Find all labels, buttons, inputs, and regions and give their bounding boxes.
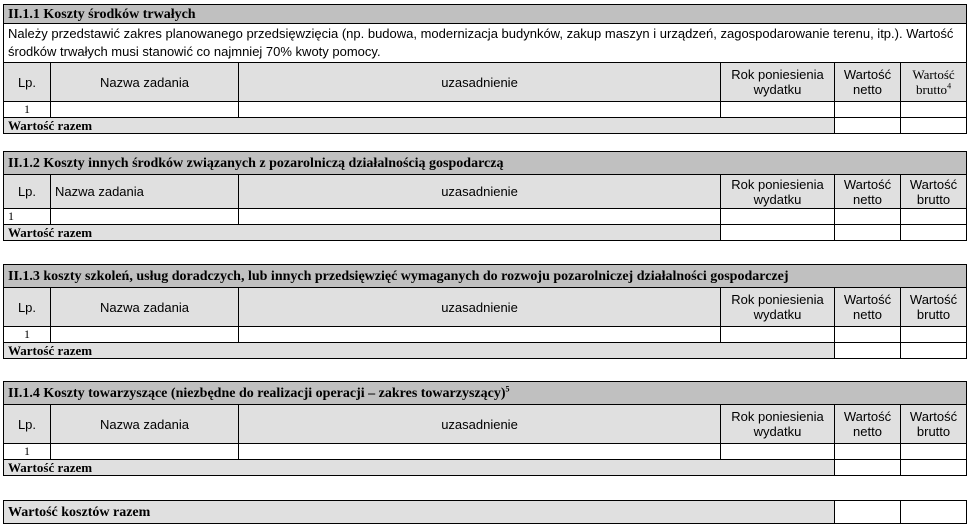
rok-cell[interactable] (721, 209, 835, 225)
sum-rok-cell[interactable] (721, 225, 835, 241)
uzasadnienie-cell[interactable] (239, 327, 721, 343)
column-header-nazwa: Nazwa zadania (51, 175, 239, 209)
column-header-uzasadnienie: uzasadnienie (239, 288, 721, 327)
row-lp: 1 (4, 327, 51, 343)
brutto-cell[interactable] (901, 327, 967, 343)
column-header-uzasadnienie: uzasadnienie (239, 63, 721, 102)
brutto-cell[interactable] (901, 444, 967, 460)
section-description: Należy przedstawić zakres planowanego przedsięwzięcia (np. budowa, modernizacja budynków, zakup maszyn i urządzeń, zagospodarowanie terenu, itp.). Wartość środków trwałych musi stanowić co najmniej 70% kwoty pomocy. (4, 24, 967, 63)
total-netto-cell[interactable] (835, 501, 901, 524)
brutto-label: Wartość brutto (912, 67, 955, 97)
sum-label: Wartość razem (4, 343, 835, 359)
uzasadnienie-cell[interactable] (239, 444, 721, 460)
section-title: II.1.1 Koszty środków trwałych (4, 5, 967, 24)
section-2-table (3, 151, 967, 241)
total-label: Wartość kosztów razem (4, 501, 835, 524)
column-header-brutto: Wartość brutto (901, 288, 967, 327)
row-lp: 1 (4, 102, 51, 118)
column-header-netto: Wartość netto (835, 63, 901, 102)
section-3-table (3, 264, 967, 359)
column-header-netto: Wartość netto (835, 288, 901, 327)
column-header-nazwa: Nazwa zadania (51, 405, 239, 444)
section-4-table (3, 381, 967, 476)
sum-netto-cell[interactable] (835, 460, 901, 476)
sum-label: Wartość razem (4, 225, 721, 241)
sum-label: Wartość razem (4, 460, 835, 476)
column-header-rok: Rok poniesienia wydatku (721, 288, 835, 327)
column-header-rok: Rok poniesienia wydatku (721, 405, 835, 444)
rok-cell[interactable] (721, 444, 835, 460)
column-header-brutto (901, 63, 967, 102)
column-header-lp: Lp. (4, 63, 51, 102)
brutto-cell[interactable] (901, 102, 967, 118)
section-title (4, 382, 967, 405)
column-header-rok: Rok poniesienia wydatku (721, 175, 835, 209)
column-header-rok: Rok poniesienia wydatku (721, 63, 835, 102)
row-lp: 1 (4, 209, 51, 225)
column-header-netto: Wartość netto (835, 405, 901, 444)
sum-brutto-cell[interactable] (901, 460, 967, 476)
sum-netto-cell[interactable] (835, 343, 901, 359)
column-header-brutto: Wartość brutto (901, 405, 967, 444)
footnote-marker: 5 (505, 383, 510, 393)
netto-cell[interactable] (835, 209, 901, 225)
nazwa-cell[interactable] (51, 209, 239, 225)
column-header-brutto: Wartość brutto (901, 175, 967, 209)
netto-cell[interactable] (835, 444, 901, 460)
column-header-nazwa: Nazwa zadania (51, 63, 239, 102)
column-header-nazwa: Nazwa zadania (51, 288, 239, 327)
column-header-uzasadnienie: uzasadnienie (239, 405, 721, 444)
sum-brutto-cell[interactable] (901, 225, 967, 241)
sum-brutto-cell[interactable] (901, 343, 967, 359)
column-header-netto: Wartość netto (835, 175, 901, 209)
total-table (3, 500, 967, 524)
nazwa-cell[interactable] (51, 444, 239, 460)
section-title-text: II.1.4 Koszty towarzyszące (niezbędne do realizacji operacji – zakres towarzyszący) (8, 385, 506, 401)
sum-label: Wartość razem (4, 118, 835, 134)
uzasadnienie-cell[interactable] (239, 102, 721, 118)
column-header-uzasadnienie: uzasadnienie (239, 175, 721, 209)
nazwa-cell[interactable] (51, 327, 239, 343)
column-header-lp: Lp. (4, 175, 51, 209)
netto-cell[interactable] (835, 102, 901, 118)
total-brutto-cell[interactable] (901, 501, 967, 524)
sum-brutto-cell[interactable] (901, 118, 967, 134)
rok-cell[interactable] (721, 102, 835, 118)
section-title: II.1.2 Koszty innych środków związanych z pozarolniczą działalnością gospodarczą (4, 152, 967, 175)
rok-cell[interactable] (721, 327, 835, 343)
netto-cell[interactable] (835, 327, 901, 343)
nazwa-cell[interactable] (51, 102, 239, 118)
sum-netto-cell[interactable] (835, 118, 901, 134)
sum-netto-cell[interactable] (835, 225, 901, 241)
footnote-marker: 4 (947, 81, 952, 91)
section-1-table (3, 4, 967, 134)
uzasadnienie-cell[interactable] (239, 209, 721, 225)
column-header-lp: Lp. (4, 405, 51, 444)
row-lp: 1 (4, 444, 51, 460)
brutto-cell[interactable] (901, 209, 967, 225)
column-header-lp: Lp. (4, 288, 51, 327)
section-title: II.1.3 koszty szkoleń, usług doradczych, lub innych przedsięwzięć wymaganych do rozwoju pozarolniczej działalności gospodarczej (4, 265, 967, 288)
